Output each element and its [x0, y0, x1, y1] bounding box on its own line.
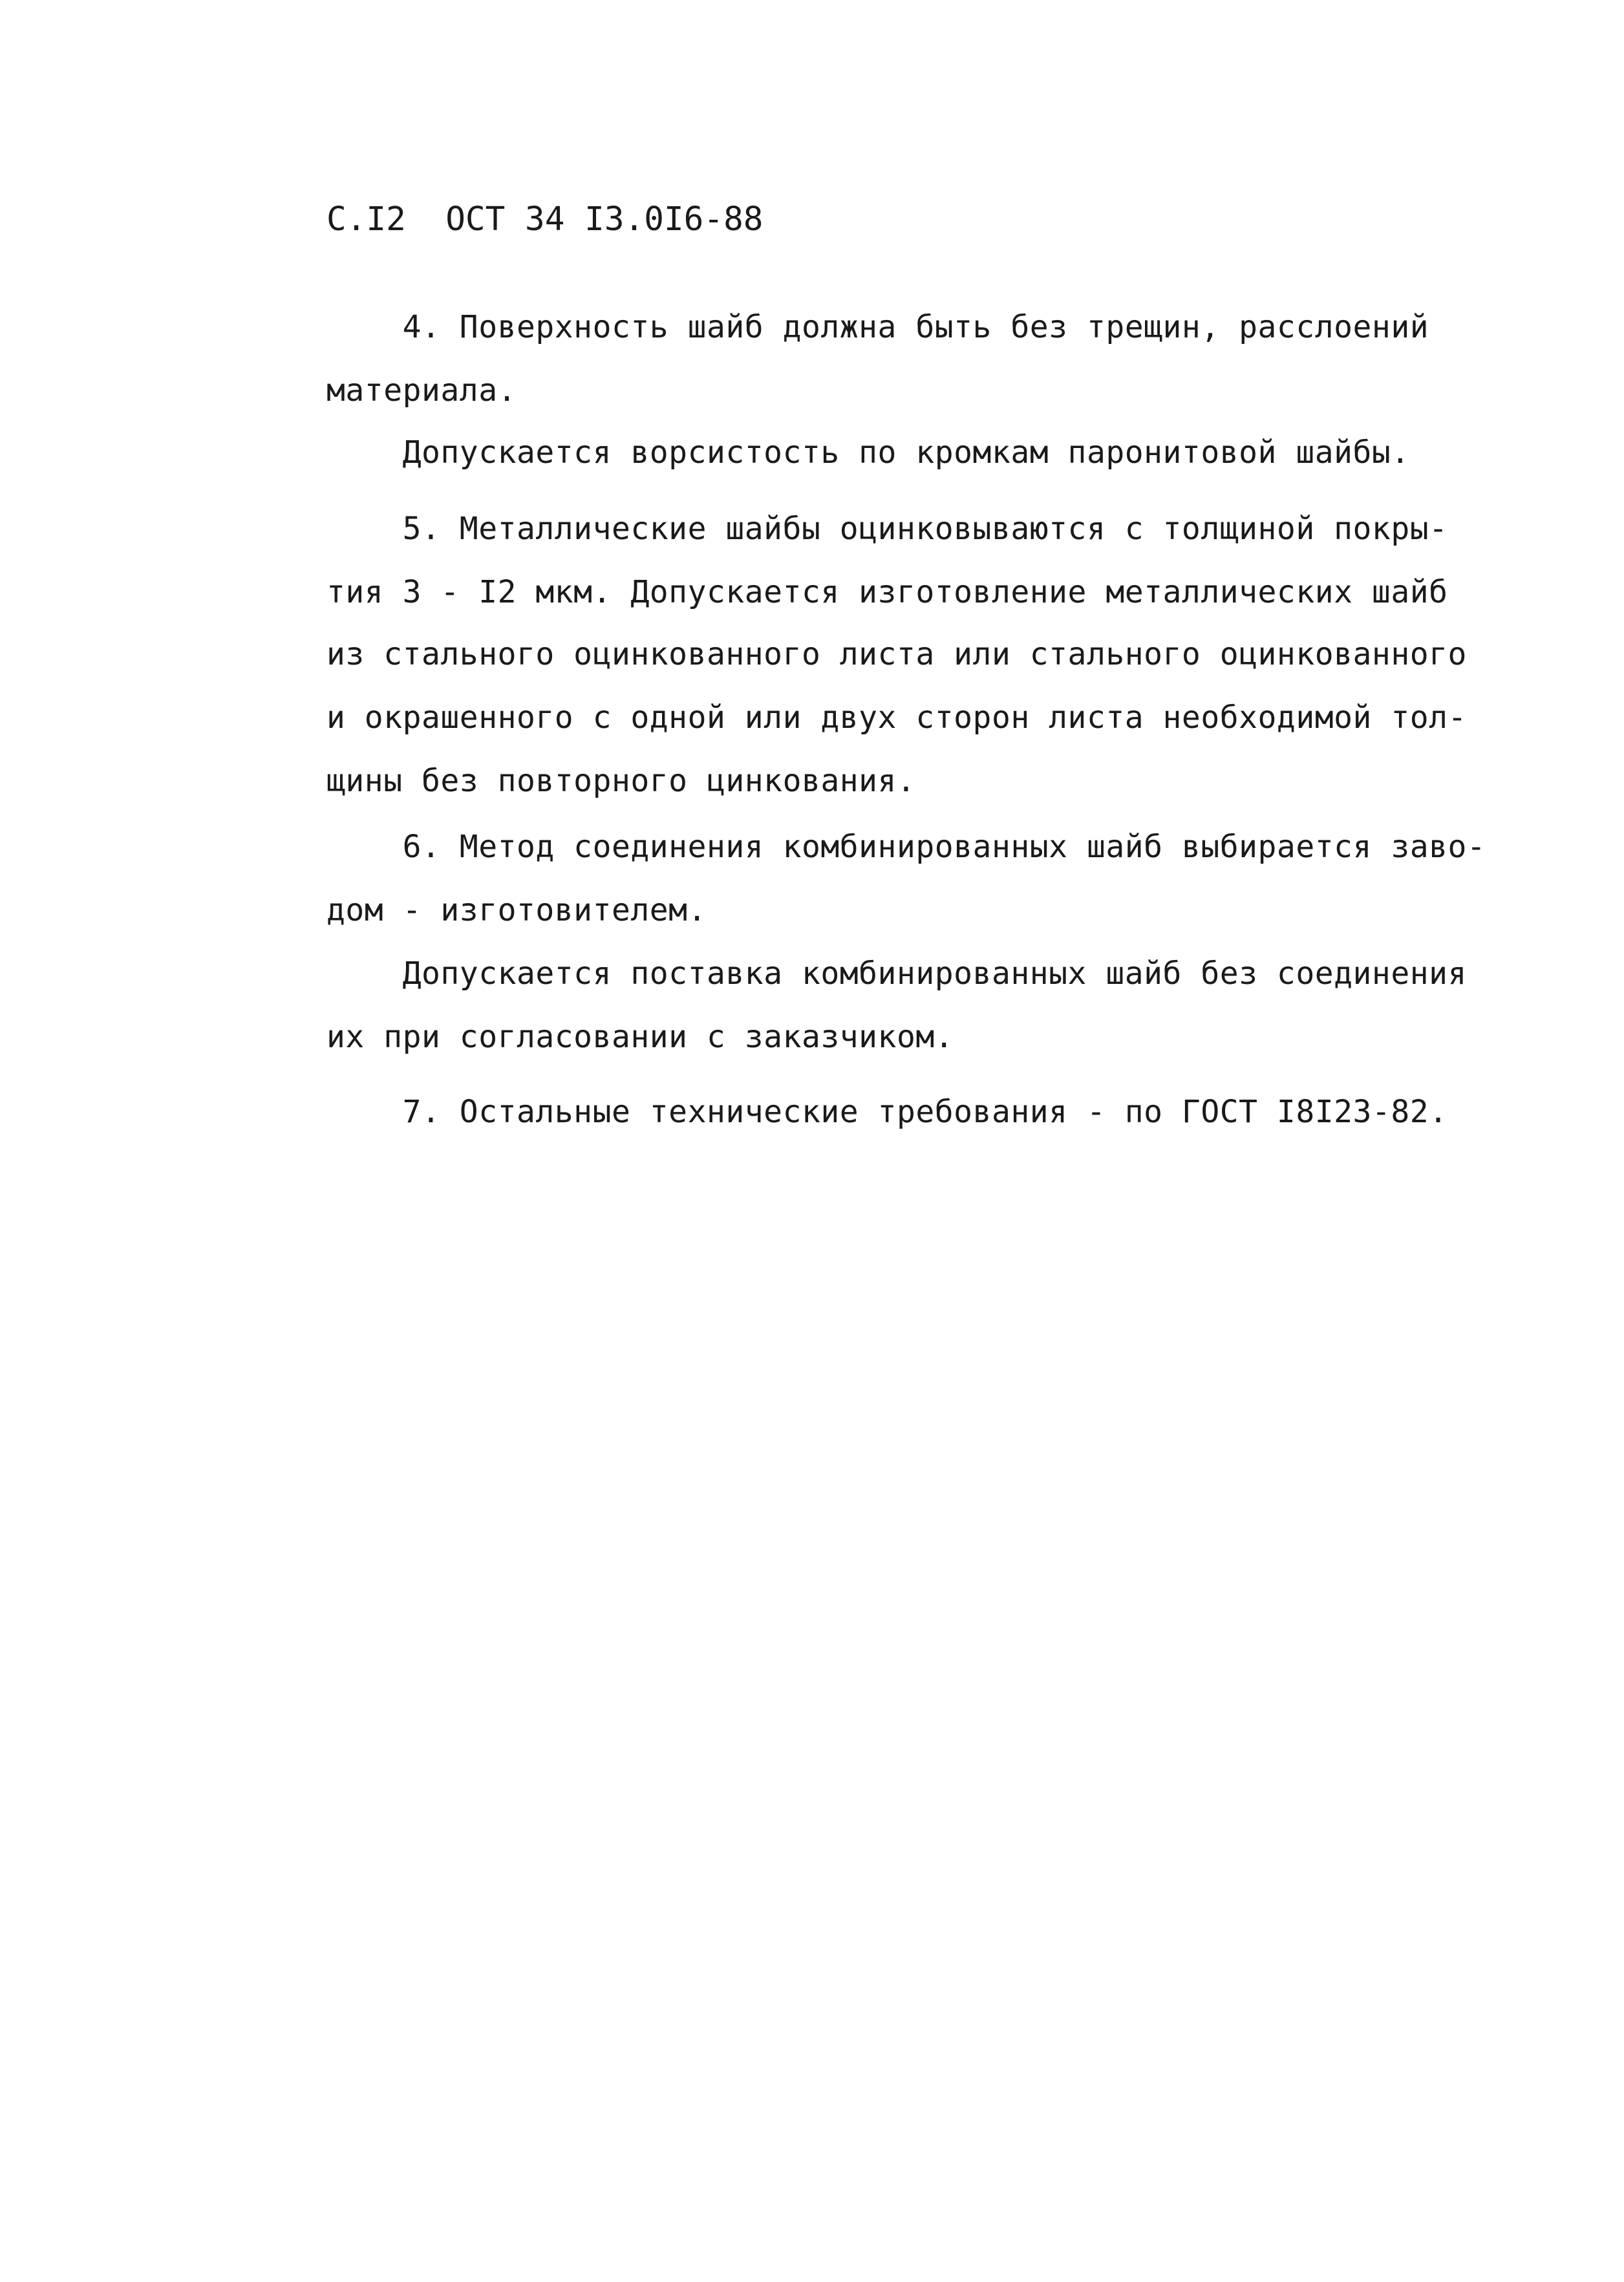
- paragraph-6-line-1: 6. Метод соединения комбинированных шайб выбирается заво-: [326, 829, 1486, 865]
- paragraph-7-line-1: 7. Остальные технические требования - по ГОСТ I8I23-82.: [326, 1094, 1448, 1130]
- paragraph-5-line-2: тия 3 - I2 мкм. Допускается изготовление металлических шайб: [326, 574, 1448, 610]
- page-header: С.I2 ОСТ 34 I3.0I6-88: [326, 200, 764, 239]
- paragraph-4-line-1: 4. Поверхность шайб должна быть без трещин, расслоений: [326, 309, 1429, 345]
- paragraph-4b-line-1: Допускается ворсистость по кромкам паронитовой шайбы.: [326, 434, 1410, 471]
- paragraph-5-line-4: и окрашенного с одной или двух сторон листа необходимой тол-: [326, 699, 1467, 736]
- paragraph-6b-line-1: Допускается поставка комбинированных шайб без соединения: [326, 955, 1467, 992]
- paragraph-6b-line-2: их при согласовании с заказчиком.: [326, 1019, 954, 1055]
- paragraph-5-line-1: 5. Металлические шайбы оцинковываются с толщиной покры-: [326, 511, 1448, 547]
- paragraph-4-line-2: материала.: [326, 372, 517, 409]
- paragraph-6-line-2: дом - изготовителем.: [326, 892, 707, 928]
- paragraph-5-line-3: из стального оцинкованного листа или стального оцинкованного: [326, 636, 1467, 672]
- paragraph-5-line-5: щины без повторного цинкования.: [326, 763, 916, 799]
